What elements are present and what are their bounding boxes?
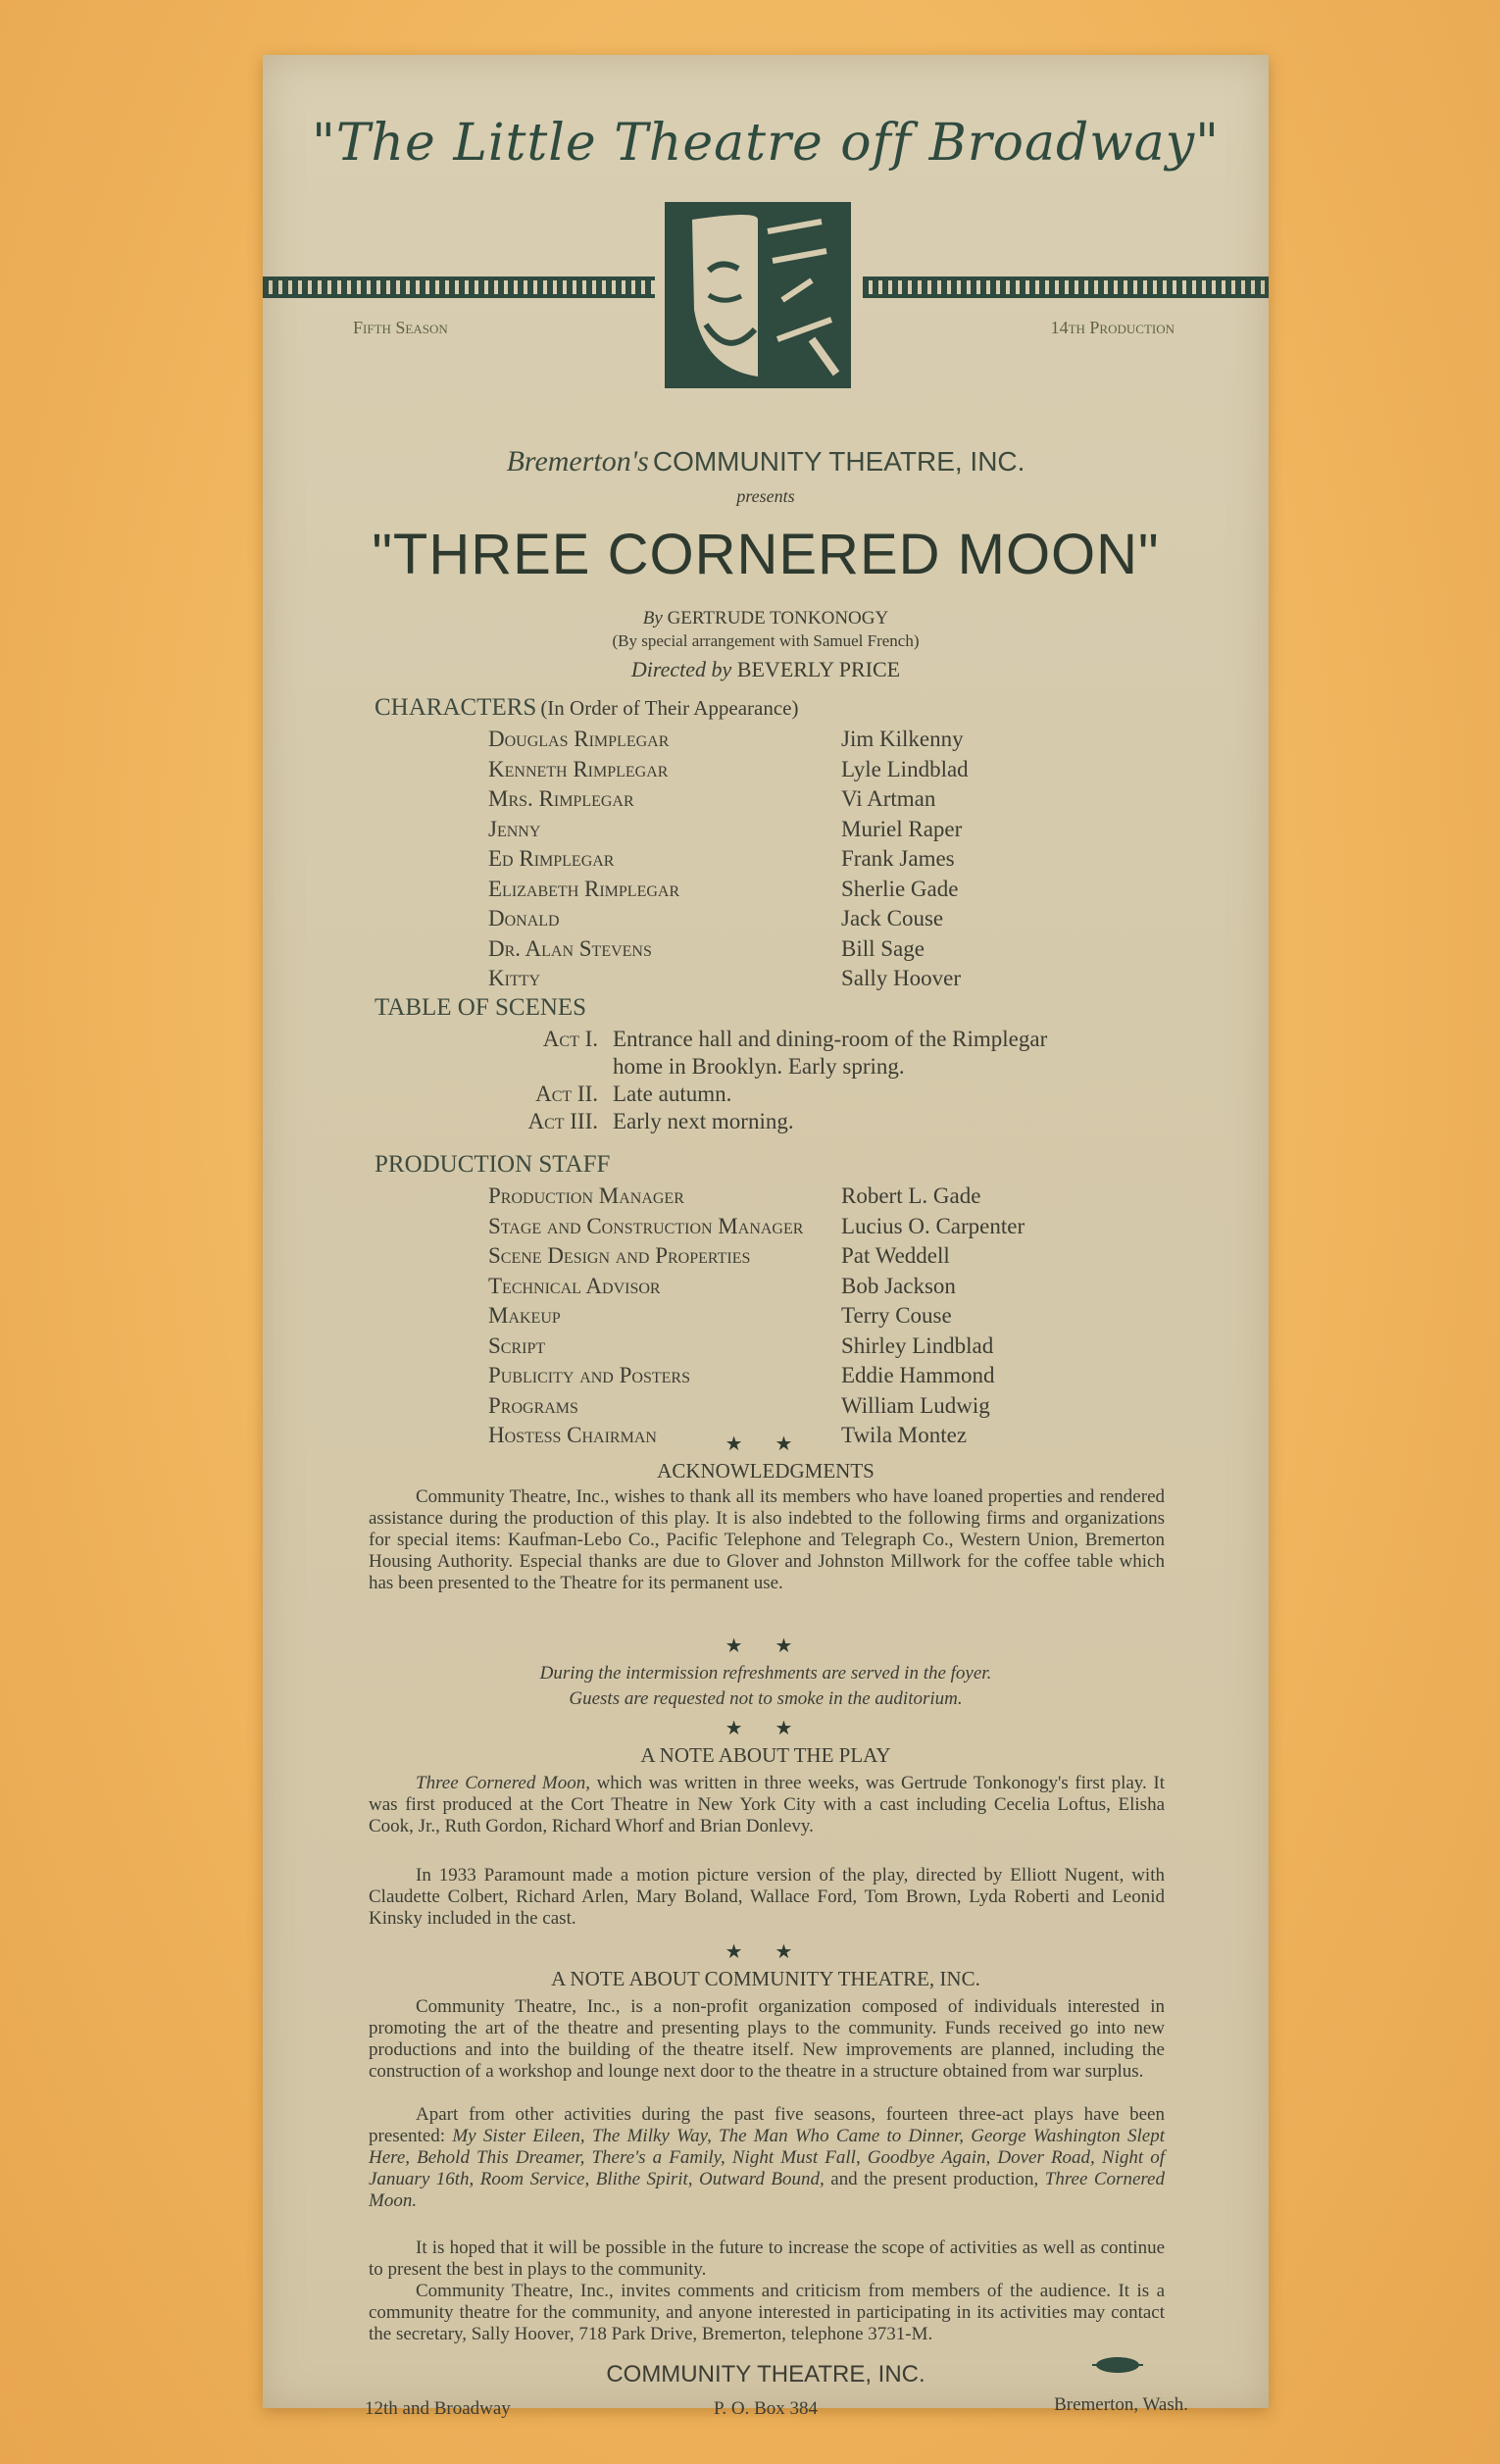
character-row-role: Jenny bbox=[488, 816, 541, 841]
presents-label: presents bbox=[736, 486, 795, 506]
note-theatre-paragraph-1: Community Theatre, Inc., is a non-profit organization composed of individuals interested in promoting the art of the theatre and presenting plays to the community. Funds received go into new productions and into the building of the theatre itself. New improvements are planned, including the construction of a workshop and lounge next door to the theatre in a structure obtained from war surplus. bbox=[369, 1996, 1165, 2082]
staff-row-name: Lucius O. Carpenter bbox=[841, 1213, 1025, 1238]
note-theatre-paragraph-4: Community Theatre, Inc., invites comments and criticism from members of the audience. It is a community theatre for the community, and anyone interested in participating in its activities may contact the secretary, Sally Hoover, 718 Park Drive, Bremerton, telephone 3731-M. bbox=[369, 2281, 1165, 2344]
note-play-paragraph-1 bbox=[369, 1773, 1165, 1837]
intermission-note: During the intermission refreshments are served in the foyer. bbox=[539, 1663, 992, 1684]
right-ornamental-rule bbox=[863, 277, 1269, 298]
characters-heading-line bbox=[375, 694, 798, 722]
arrangement-note: (By special arrangement with Samuel French) bbox=[612, 631, 920, 650]
character-row-actor: Lyle Lindblad bbox=[841, 756, 969, 781]
staff-row-name: Robert L. Gade bbox=[841, 1183, 981, 1208]
footer-org: COMMUNITY THEATRE, INC. bbox=[606, 2361, 925, 2388]
note-theatre-paragraph-3: It is hoped that it will be possible in the future to increase the scope of activities as well as continue to present the best in plays to the community. bbox=[369, 2238, 1165, 2280]
character-row-actor: Muriel Raper bbox=[841, 816, 963, 841]
smoking-note: Guests are requested not to smoke in the auditorium. bbox=[569, 1688, 963, 1709]
by-label: By bbox=[642, 608, 663, 629]
staff-row-name: Eddie Hammond bbox=[841, 1363, 995, 1387]
left-ornamental-rule bbox=[263, 277, 655, 298]
directed-by-label: Directed by bbox=[630, 657, 732, 681]
star-divider: ★ ★ bbox=[725, 1635, 807, 1657]
scene-row-desc: Early next morning. bbox=[613, 1109, 794, 1133]
program-sheet bbox=[263, 55, 1269, 2419]
scene-row-act: Act I. bbox=[542, 1027, 598, 1051]
presenter-city: Bremerton's bbox=[506, 445, 649, 478]
staff-row-name: Shirley Lindblad bbox=[841, 1333, 994, 1358]
character-row-role: Mrs. Rimplegar bbox=[488, 786, 634, 811]
season-label: Fifth Season bbox=[353, 318, 448, 337]
staff-row-role: Makeup bbox=[488, 1303, 561, 1328]
p2-play-titles: My Sister Eileen, The Milky Way, The Man Who Came to Dinner, George Washington Slept Here, Behold This Dreamer, There's a Family, Night Must Fall, Goodbye Again, Dover Road, Night of January 16th, Room Service, Blithe Spirit, Outward Bound, bbox=[369, 2126, 1166, 2189]
character-row-role: Kitty bbox=[488, 966, 541, 990]
p2-end: Three Cornered Moon. bbox=[369, 2169, 1165, 2211]
staff-row-name: William Ludwig bbox=[841, 1392, 990, 1418]
staff-row-role: Hostess Chairman bbox=[488, 1423, 657, 1447]
staff-row-name: Terry Couse bbox=[841, 1303, 952, 1328]
character-row-role: Ed Rimplegar bbox=[488, 846, 615, 871]
staff-row-role: Programs bbox=[488, 1392, 578, 1418]
theatre-mask-logo bbox=[665, 202, 851, 388]
character-row-actor: Jack Couse bbox=[841, 906, 944, 930]
author-name: GERTRUDE TONKONOGY bbox=[667, 608, 889, 629]
star-divider: ★ ★ bbox=[725, 1718, 807, 1739]
staff-row-name: Bob Jackson bbox=[841, 1273, 956, 1298]
scene-row-desc: Entrance hall and dining-room of the Rimplegar bbox=[613, 1027, 1048, 1051]
tagline: "The Little Theatre off Broadway" bbox=[311, 114, 1221, 173]
note-play-paragraph-2: In 1933 Paramount made a motion picture version of the play, directed by Elliott Nugent, with Claudette Colbert, Richard Arlen, Mary Boland, Wallace Ford, Tom Brown, Lyda Roberti and Leonid Kinsky included in the cast. bbox=[369, 1865, 1165, 1929]
acknowledgments-heading: ACKNOWLEDGMENTS bbox=[657, 1459, 875, 1483]
staff-row-role: Publicity and Posters bbox=[488, 1363, 690, 1387]
play-title-italic: Three Cornered Moon, bbox=[416, 1773, 590, 1793]
scene-row-act: Act II. bbox=[535, 1081, 598, 1106]
staff-row-name: Pat Weddell bbox=[841, 1243, 950, 1268]
scene-row-act: Act III. bbox=[527, 1109, 598, 1133]
character-row-actor: Bill Sage bbox=[841, 935, 925, 961]
footer-address: 12th and Broadway bbox=[365, 2398, 511, 2419]
character-row-role: Douglas Rimplegar bbox=[488, 727, 670, 751]
staff-row-role: Stage and Construction Manager bbox=[488, 1213, 804, 1238]
character-row-actor: Frank James bbox=[841, 846, 955, 871]
character-row-role: Kenneth Rimplegar bbox=[488, 756, 669, 781]
p2-lead: Apart from other activities during the past five seasons, fourteen three-act plays have been presented: bbox=[369, 2104, 1165, 2146]
director-name: BEVERLY PRICE bbox=[736, 657, 901, 681]
character-row-actor: Vi Artman bbox=[841, 786, 936, 811]
scenes-heading: TABLE OF SCENES bbox=[375, 994, 587, 1021]
presenter-line bbox=[263, 445, 1269, 478]
p2-mid: and the present production, bbox=[824, 2169, 1045, 2189]
footer-po-box: P. O. Box 384 bbox=[713, 2398, 819, 2419]
acknowledgments-text: Community Theatre, Inc., wishes to thank all its members who have loaned properties and rendered assistance during the production of this play. It is also indebted to the following firms and organizations for special items: Kaufman-Lebo Co., Pacific Telephone and Telegraph Co., Western Union, Bremerton Housing Authority. Especial thanks are due to Glover and Johnston Millwork for the coffee table which has been presented to the Theatre for its permanent use. bbox=[369, 1486, 1165, 1593]
production-number-label: 14th Production bbox=[1050, 318, 1175, 337]
note-theatre-heading: A NOTE ABOUT COMMUNITY THEATRE, INC. bbox=[551, 1967, 980, 1990]
footer-city: Bremerton, Wash. bbox=[1054, 2394, 1188, 2415]
note-play-heading: A NOTE ABOUT THE PLAY bbox=[640, 1743, 891, 1767]
author-line bbox=[263, 608, 1269, 629]
emblem-icon bbox=[1092, 2355, 1143, 2375]
characters-note: (In Order of Their Appearance) bbox=[540, 696, 799, 720]
presenter-org: COMMUNITY THEATRE, INC. bbox=[652, 446, 1025, 477]
scene-row-desc: Late autumn. bbox=[613, 1081, 732, 1106]
character-row-role: Donald bbox=[488, 906, 560, 930]
characters-heading: CHARACTERS bbox=[375, 694, 537, 721]
scene-row-desc: home in Brooklyn. Early spring. bbox=[613, 1054, 905, 1079]
star-divider: ★ ★ bbox=[725, 1941, 807, 1963]
staff-heading: PRODUCTION STAFF bbox=[375, 1151, 611, 1178]
character-row-role: Elizabeth Rimplegar bbox=[488, 876, 680, 901]
director-line bbox=[263, 657, 1269, 682]
character-row-actor: Sally Hoover bbox=[841, 966, 962, 990]
staff-row-role: Script bbox=[488, 1333, 546, 1358]
staff-row-name: Twila Montez bbox=[841, 1423, 968, 1447]
staff-row-role: Scene Design and Properties bbox=[488, 1243, 751, 1268]
character-row-role: Dr. Alan Stevens bbox=[488, 935, 652, 961]
character-row-actor: Jim Kilkenny bbox=[841, 727, 964, 751]
star-divider: ★ ★ bbox=[725, 1433, 807, 1455]
character-row-actor: Sherlie Gade bbox=[841, 876, 959, 901]
note-theatre-paragraph-2 bbox=[369, 2104, 1165, 2212]
note-play-p1-text: which was written in three weeks, was Gertrude Tonkonogy's first play. It was first produced at the Cort Theatre in New York City with a cast including Cecelia Loftus, Elisha Cook, Jr., Ruth Gordon, Richard Whorf and Brian Donlevy. bbox=[369, 1773, 1165, 1836]
staff-row-role: Production Manager bbox=[488, 1183, 684, 1208]
staff-row-role: Technical Advisor bbox=[488, 1273, 661, 1298]
play-title: "THREE CORNERED MOON" bbox=[372, 523, 1160, 586]
